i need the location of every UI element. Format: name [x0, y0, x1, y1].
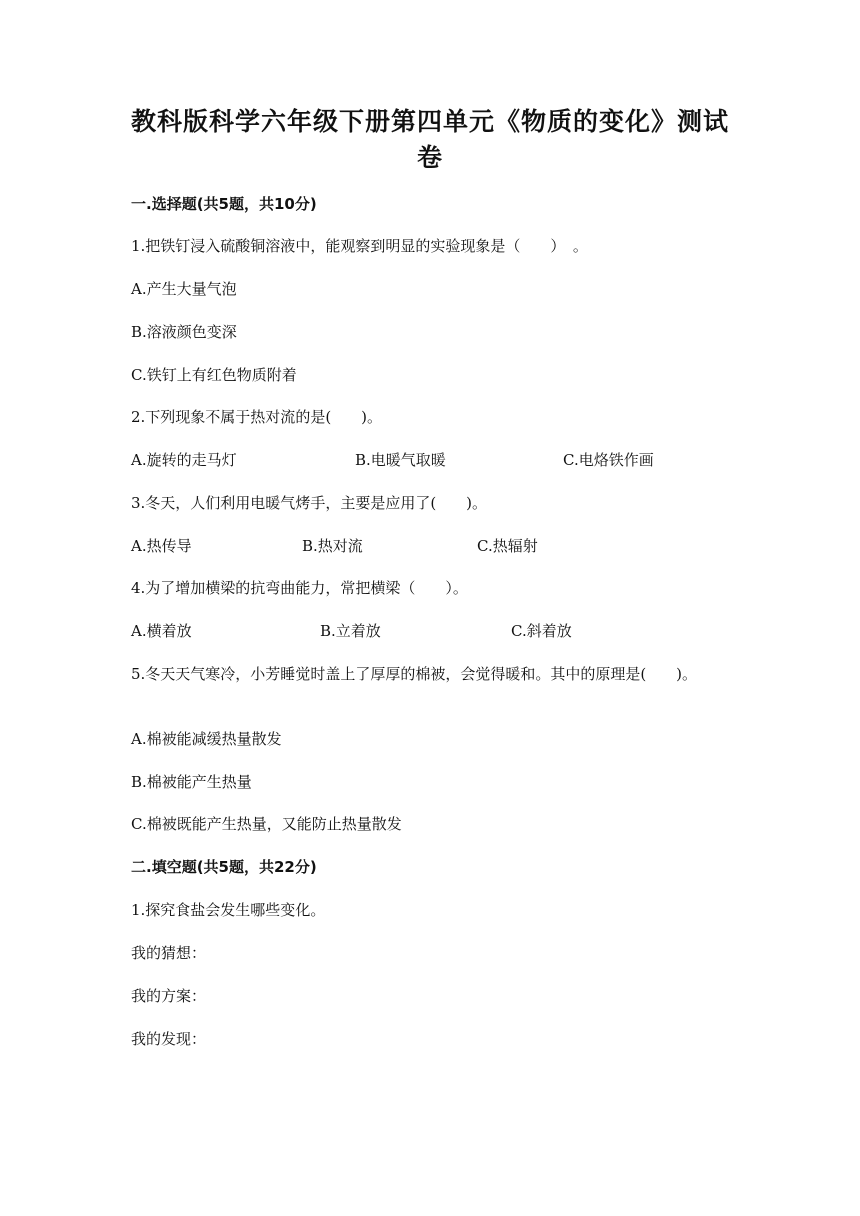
question-5-option-b: B.棉被能产生热量 — [131, 773, 252, 791]
question-4-option-b: B.立着放 — [320, 622, 381, 640]
question-1-option-b: B.溶液颜色变深 — [131, 323, 237, 341]
question-5-stem: 5.冬天天气寒冷，小芳睡觉时盖上了厚厚的棉被，会觉得暖和。其中的原理是( )。 — [131, 665, 698, 683]
question-2-option-a: A.旋转的走马灯 — [131, 451, 237, 469]
question-1-option-a: A.产生大量气泡 — [131, 280, 237, 298]
question-4-option-c: C.斜着放 — [511, 622, 572, 640]
question-5-option-c: C.棉被既能产生热量，又能防止热量散发 — [131, 815, 402, 833]
question-4-stem: 4.为了增加横梁的抗弯曲能力，常把横梁（ ）。 — [131, 579, 468, 597]
question-3-stem: 3.冬天，人们利用电暖气烤手，主要是应用了( )。 — [131, 494, 488, 512]
question-1-option-c: C.铁钉上有红色物质附着 — [131, 366, 297, 384]
fill-question-1-guess: 我的猜想： — [131, 944, 207, 962]
page-title: 教科版科学六年级下册第四单元《物质的变化》测试卷 — [130, 107, 729, 172]
fill-question-1-finding: 我的发现： — [131, 1030, 207, 1048]
fill-question-1-plan: 我的方案： — [131, 987, 207, 1005]
question-3-option-b: B.热对流 — [302, 537, 363, 555]
question-2-option-b: B.电暖气取暖 — [355, 451, 446, 469]
question-2-stem: 2.下列现象不属于热对流的是( )。 — [131, 408, 383, 426]
fill-question-1-stem: 1.探究食盐会发生哪些变化。 — [131, 901, 326, 919]
question-3-option-c: C.热辐射 — [477, 537, 538, 555]
section-heading-fill-in: 二.填空题(共5题，共22分) — [131, 858, 317, 876]
section-heading-choice: 一.选择题(共5题，共10分) — [131, 195, 317, 213]
question-5-option-a: A.棉被能减缓热量散发 — [131, 730, 282, 748]
question-2-option-c: C.电烙铁作画 — [563, 451, 654, 469]
question-3-option-a: A.热传导 — [131, 537, 192, 555]
question-4-option-a: A.横着放 — [131, 622, 192, 640]
question-1-stem: 1.把铁钉浸入硫酸铜溶液中，能观察到明显的实验现象是（ ） 。 — [131, 237, 588, 255]
